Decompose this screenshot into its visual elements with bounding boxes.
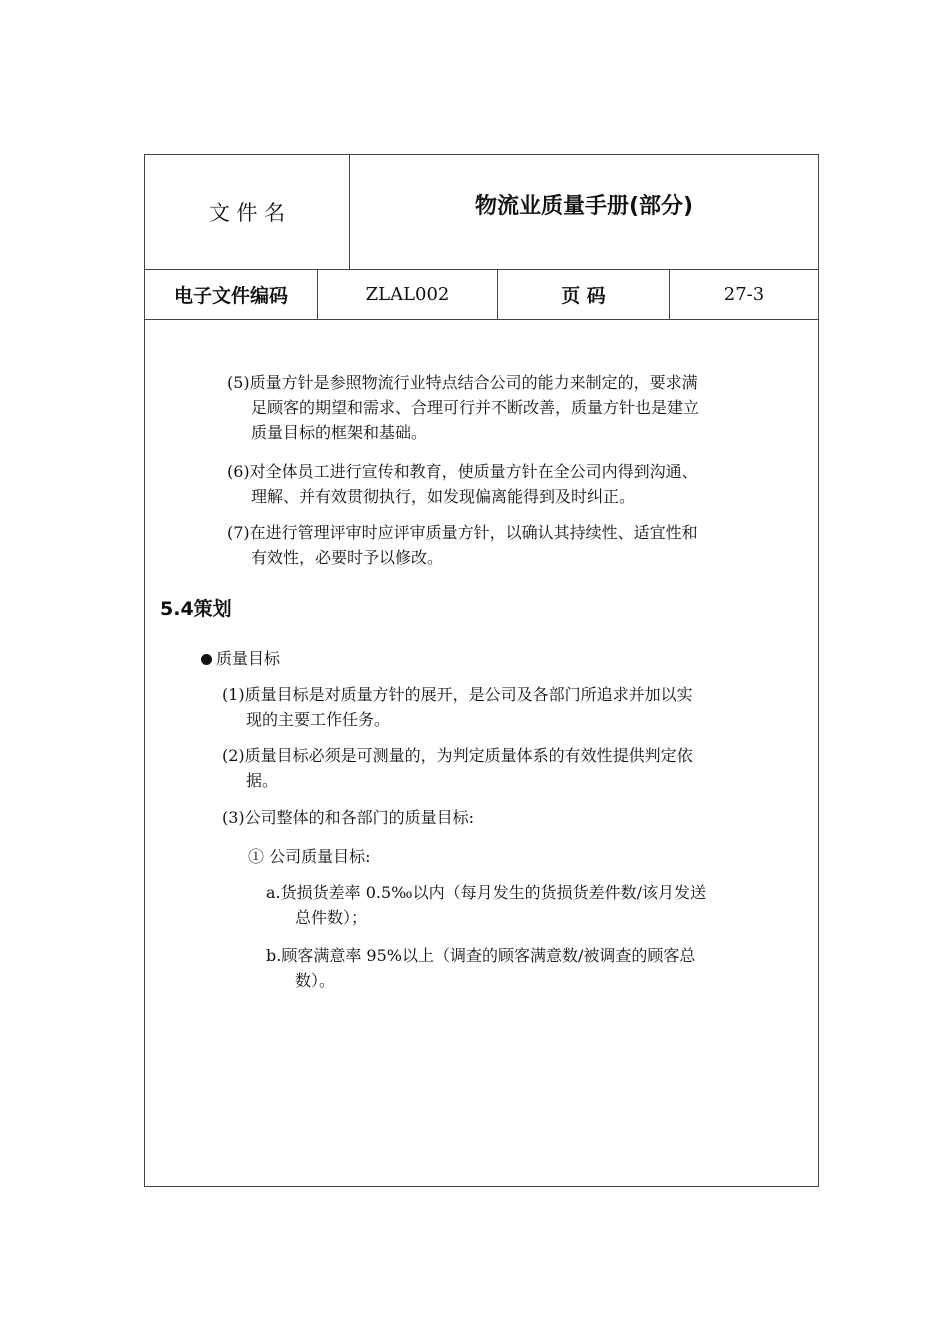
objective-item-3 [222,805,797,830]
header-row-title [145,155,818,270]
policy-item-5-line1: (5)质量方针是参照物流行业特点结合公司的能力来制定的，要求满 [227,373,698,392]
policy-item-6-line1: (6)对全体员工进行宣传和教育，使质量方针在全公司内得到沟通、 [227,462,698,481]
code-value: ZLAL002 [318,270,498,319]
policy-item-7-line2: 有效性，必要时予以修改。 [251,548,444,567]
company-target-heading-text: ① 公司质量目标: [248,847,371,866]
document-title-cell [350,155,818,269]
header-row-code [145,270,818,320]
objective-item-3-line1: (3)公司整体的和各部门的质量目标: [222,808,475,827]
target-a-line1: a.货损货差率 0.5‰以内（每月发生的货损货差件数/该月发送 [266,883,707,902]
policy-item-6 [227,459,797,509]
objective-item-1-line2: 现的主要工作任务。 [246,710,391,729]
policy-item-7-line1: (7)在进行管理评审时应评审质量方针，以确认其持续性、适宜性和 [227,523,698,542]
objective-item-2-line2: 据。 [246,771,279,790]
section-heading: 5.4策划 [160,598,232,620]
target-b-line2: 数）。 [295,971,336,990]
policy-item-5-line2: 足顾客的期望和需求、合理可行并不断改善，质量方针也是建立 [251,398,700,417]
objective-item-1 [222,682,797,732]
policy-item-5 [227,370,797,445]
target-a-line2: 总件数）； [295,908,368,927]
bullet-quality-objectives [201,646,280,671]
target-b [266,943,801,993]
policy-item-5-line3: 质量目标的框架和基础。 [251,423,428,442]
bullet-text: 质量目标 [216,649,281,668]
code-label: 电子文件编码 [145,270,318,319]
policy-item-6-line2: 理解、并有效贯彻执行，如发现偏离能得到及时纠正。 [251,487,636,506]
policy-item-7 [227,520,797,570]
objective-item-2 [222,743,797,793]
company-target-heading [248,844,798,869]
file-name-label: 文 件 名 [145,155,350,269]
target-b-line1: b.顾客满意率 95%以上（调查的顾客满意数/被调查的顾客总 [266,946,696,965]
page-value: 27-3 [723,284,765,305]
objective-item-1-line1: (1)质量目标是对质量方针的展开，是公司及各部门所追求并加以实 [222,685,693,704]
objective-item-2-line1: (2)质量目标必须是可测量的，为判定质量体系的有效性提供判定依 [222,746,693,765]
document-title: 物流业质量手册(部分) [474,194,694,219]
target-a [266,880,801,930]
page-label: 页 码 [498,270,670,319]
bullet-dot-icon [201,654,212,665]
